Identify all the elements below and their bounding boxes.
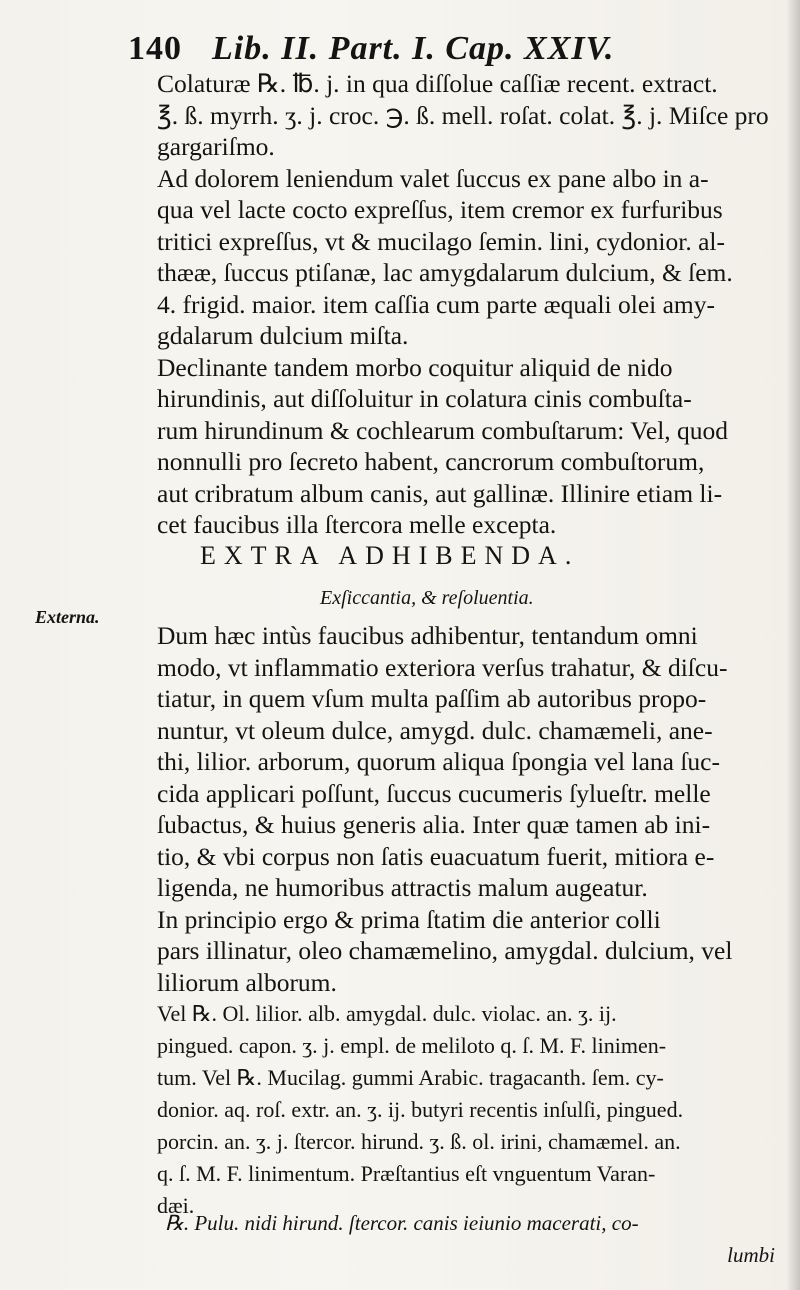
text-line: gargariſmo. — [157, 132, 275, 161]
text-line: In principio ergo & prima ſtatim die anterior colli — [157, 904, 661, 934]
running-title: Lib. II. Part. I. Cap. XXIV. — [212, 30, 615, 67]
text-line: nonnulli pro ſecreto habent, cancrorum combuſtorum, — [157, 447, 705, 476]
text-line: pars illinatur, oleo chamæmelino, amygdal. dulcium, vel — [157, 936, 733, 965]
main-text-top — [135, 68, 775, 541]
paragraph-external-treatment — [135, 620, 775, 904]
text-line: thææ, ſuccus ptiſanæ, lac amygdalarum dulcium, & ſem. — [157, 258, 733, 287]
text-line: nuntur, vt oleum dulce, amygd. dulc. chamæmeli, ane- — [157, 715, 713, 745]
text-line: aut cribratum album canis, aut gallinæ. Illinire etiam li- — [157, 478, 723, 508]
text-line: tiatur, in quem vſum multa paſſim ab autoribus propo- — [157, 684, 707, 713]
text-line: cida applicari poſſunt, ſuccus cucumeris ſylueſtr. melle — [157, 778, 711, 808]
text-line: gdalarum dulcium miſta. — [157, 321, 409, 350]
page-edge-shadow — [786, 0, 800, 1290]
text-line: 4. frigid. maior. item caſſia cum parte æquali olei amy- — [157, 289, 715, 319]
text-line: tritici expreſſus, vt & mucilago ſemin. lini, cydonior. al- — [157, 226, 725, 256]
text-line: porcin. an. ʒ. j. ſtercor. hirund. ʒ. ß. ol. irini, chamæmel. an. — [157, 1129, 681, 1154]
text-line: tum. Vel ℞. Mucilag. gummi Arabic. tragacanth. ſem. cy- — [157, 1065, 664, 1090]
text-line: pingued. capon. ʒ. j. empl. de meliloto q. ſ. M. F. linimen- — [157, 1033, 667, 1058]
section-subheading: Exſiccantia, & reſoluentia. — [320, 587, 534, 609]
text-line: ℥. ß. myrrh. ʒ. j. croc. ℈. ß. mell. roſat. colat. ℥. j. Miſce pro — [157, 100, 769, 130]
text-line: Dum hæc intùs faucibus adhibentur, tentandum omni — [157, 621, 698, 650]
paragraph-first-day — [135, 904, 775, 999]
text-line: cet faucibus illa ſtercora melle excepta. — [157, 510, 557, 539]
paragraph-declining-disease — [135, 352, 775, 541]
text-line: modo, vt inflammatio exteriora verſus trahatur, & diſcu- — [157, 652, 728, 682]
text-line: donior. aq. roſ. extr. an. ʒ. ij. butyri recentis inſulſi, pingued. — [157, 1097, 684, 1122]
page-number: 140 — [128, 30, 182, 67]
text-line: hirundinis, aut diſſoluitur in colatura cinis combuſta- — [157, 384, 692, 413]
margin-note: Externa. — [35, 607, 100, 627]
text-line: Declinante tandem morbo coquitur aliquid de nido — [157, 352, 673, 382]
text-line: Ad dolorem leniendum valet ſuccus ex pane albo in a- — [157, 163, 709, 193]
text-line: rum hirundinum & cochlearum combuſtarum: Vel, quod — [157, 415, 729, 445]
text-line: Vel ℞. Ol. lilior. alb. amygdal. dulc. violac. an. ʒ. ij. — [157, 1001, 617, 1026]
running-header — [128, 30, 768, 70]
text-line: liliorum alborum. — [157, 967, 337, 997]
main-text-middle — [135, 620, 775, 998]
text-line: thi, lilior. arborum, quorum aliqua ſpongia vel lana ſuc- — [157, 747, 720, 776]
paragraph-pain-relief — [135, 163, 775, 352]
text-line: ligenda, ne humoribus attractis malum augeatur. — [157, 873, 648, 902]
paragraph-liniment-recipes — [135, 998, 785, 1222]
text-line: ℞. Pulu. nidi hirund. ſtercor. canis ieiunio macerati, co- — [165, 1211, 639, 1235]
recipe-text — [135, 998, 785, 1222]
section-heading: EXTRA ADHIBENDA. — [200, 541, 580, 570]
paragraph-recipe-gargle — [135, 68, 775, 163]
text-line: tio, & vbi corpus non ſatis euacuatum fuerit, mitiora e- — [157, 841, 715, 871]
catchword: lumbi — [727, 1243, 775, 1267]
text-line: ſubactus, & huius generis alia. Inter quæ tamen ab ini- — [157, 810, 711, 839]
text-line: dæi. — [157, 1193, 195, 1218]
recipe-text-bottom — [165, 1207, 785, 1271]
text-line: q. ſ. M. F. linimentum. Præſtantius eſt vnguentum Varan- — [157, 1161, 656, 1186]
text-line: Colaturæ ℞. ℔. j. in qua diſſolue caſſiæ recent. extract. — [157, 69, 718, 98]
text-line: qua vel lacte cocto expreſſus, item cremor ex furfuribus — [157, 195, 723, 224]
